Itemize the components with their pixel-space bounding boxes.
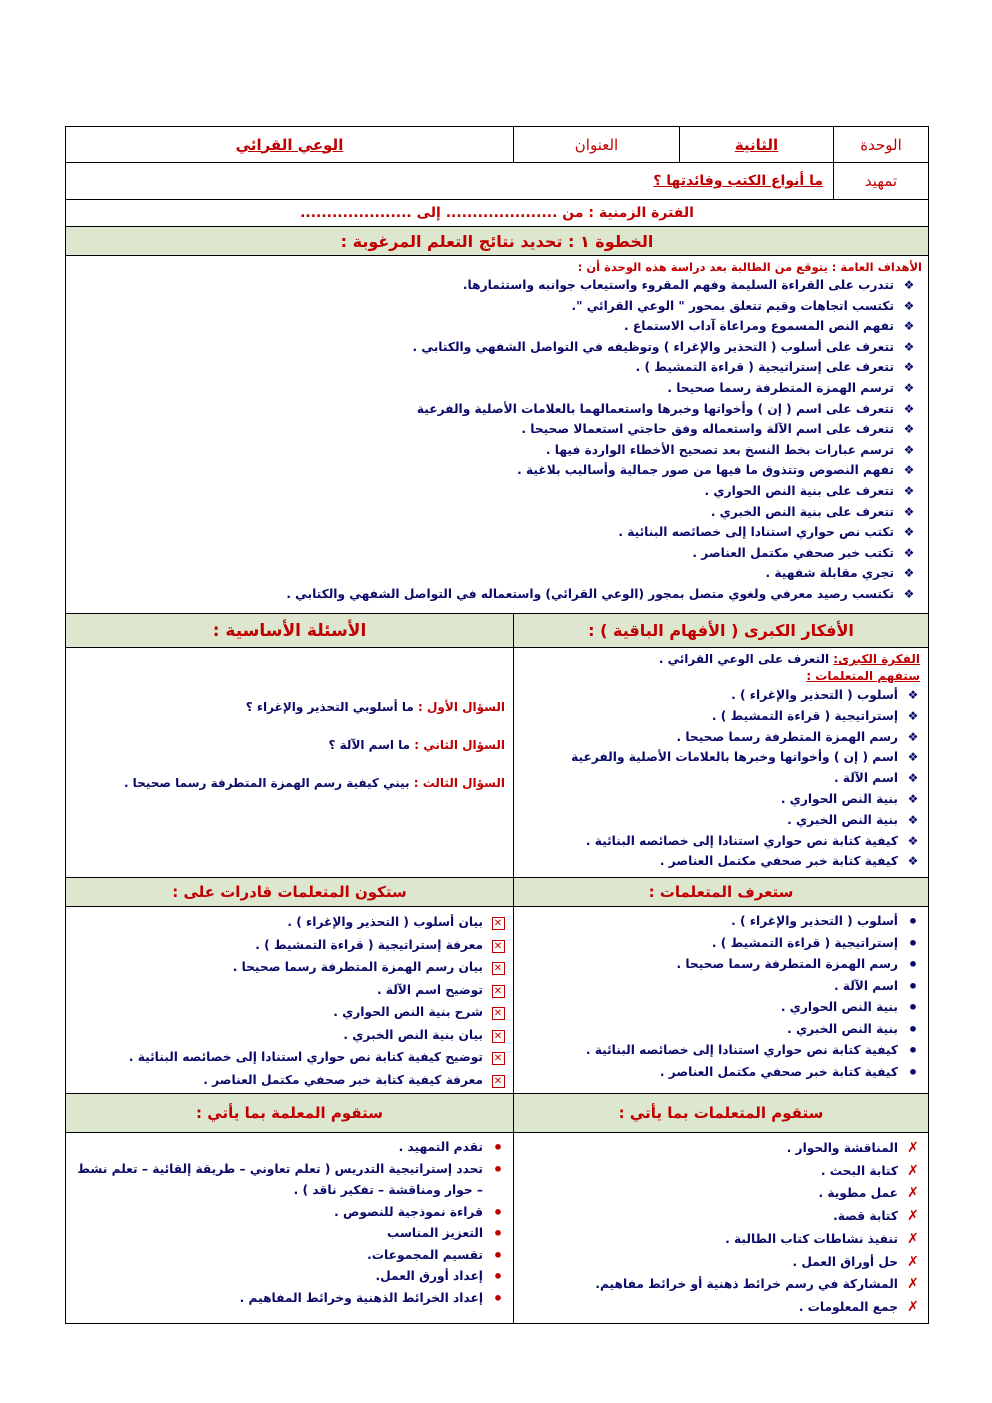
- able-item: [72, 956, 505, 979]
- students-do-cell: [513, 1133, 928, 1323]
- understand-item: [520, 706, 920, 727]
- goal-item: [72, 440, 916, 461]
- goal-item: [72, 522, 916, 543]
- know-item: [520, 933, 920, 955]
- teacher-do-cell: [66, 1133, 513, 1323]
- diamond-bullet-icon: ❖: [903, 380, 915, 395]
- list-item-text: تكتب خبر صحفي مكتمل العناصر .: [692, 545, 894, 560]
- diamond-bullet-icon: ❖: [907, 729, 919, 744]
- x-box-bullet-icon: ✕: [491, 979, 505, 1002]
- list-item-text: اسم الآلة .: [833, 978, 898, 993]
- teacher-do-heading: ستقوم المعلمة بما يأتي :: [196, 1104, 383, 1122]
- x-box-bullet-icon: ✕: [491, 1024, 505, 1047]
- diamond-bullet-icon: ❖: [903, 525, 915, 540]
- question-1: [72, 700, 505, 738]
- diamond-bullet-icon: ❖: [903, 401, 915, 416]
- title-value: الوعي القرائي: [235, 135, 344, 154]
- list-item-text: تتعرف على اسم الآلة واستعماله وفق حاجتي استعمالا صحيحا .: [521, 422, 894, 437]
- list-item-text: المشاركة في رسم خرائط ذهنية أو خرائط مفاهيم.: [595, 1277, 898, 1292]
- list-item-text: عمل مطوية .: [818, 1186, 898, 1201]
- diamond-bullet-icon: ❖: [907, 771, 919, 786]
- able-item: [72, 934, 505, 957]
- intro-row: [66, 163, 928, 200]
- list-item-text: تتعرف على بنية النص الحواري .: [704, 483, 894, 498]
- x-box-bullet-icon: ✕: [491, 956, 505, 979]
- able-item: [72, 1046, 505, 1069]
- able-item: [72, 1069, 505, 1092]
- list-item-text: كيفية كتابة خبر صحفي مكتمل العناصر .: [659, 854, 898, 869]
- list-item-text: بنية النص الحواري .: [780, 791, 898, 806]
- intro-question: ما أنواع الكتب وفائدتها ؟: [653, 173, 823, 189]
- list-item-text: تقدم التمهيد .: [398, 1140, 483, 1154]
- diamond-bullet-icon: ❖: [903, 504, 915, 519]
- goal-item: [72, 357, 916, 378]
- understand-item: [520, 810, 920, 831]
- loop-bullet-icon: ✗: [907, 1230, 919, 1247]
- able-item: [72, 1001, 505, 1024]
- understand-item: [520, 789, 920, 810]
- list-item-text: بنية النص الخبري .: [787, 1021, 898, 1036]
- q2-label: السؤال الثاني :: [414, 738, 505, 752]
- understand-label: ستفهم المتعلمات :: [806, 669, 920, 683]
- diamond-bullet-icon: ❖: [903, 319, 915, 334]
- know-item: [520, 911, 920, 933]
- goal-item: [72, 584, 916, 605]
- question-2: [72, 738, 505, 776]
- goal-item: [72, 378, 916, 399]
- students-do-heading: ستقوم المتعلمات بما يأتي :: [513, 1094, 928, 1132]
- dot-bullet-icon: •: [907, 933, 919, 953]
- dot-bullet-icon: •: [492, 1245, 504, 1265]
- students-do-item: [520, 1182, 920, 1205]
- x-box-bullet-icon: ✕: [491, 1069, 505, 1092]
- list-item-text: أسلوب ( التحذير والإغراء ) .: [731, 688, 898, 702]
- list-item-text: إعداد الخرائط الذهنية وخرائط المفاهيم .: [239, 1290, 483, 1305]
- understand-item: [520, 831, 920, 852]
- list-item-text: تكتسب رصيد معرفي ولغوي متصل بمجور (الوعي القرائي) واستعماله في التواصل الشفهي والكتابي .: [286, 586, 894, 601]
- q3-text: بيني كيفية رسم الهمزة المتطرفة رسما صحيحا .: [123, 776, 410, 790]
- questions-heading: الأسئلة الأساسية :: [212, 620, 367, 641]
- list-item-text: تتعرف على أسلوب ( التحذير والإغراء ) وتوظيفه في التواصل الشفهي والكتابي .: [412, 339, 894, 354]
- list-item-text: تكتب نص حواري استنادا إلى خصائصه البنائية .: [618, 525, 894, 540]
- goal-item: [72, 543, 916, 564]
- know-cell: [513, 907, 928, 1093]
- know-item: [520, 976, 920, 998]
- dot-bullet-icon: •: [907, 1019, 919, 1039]
- diamond-bullet-icon: ❖: [907, 750, 919, 765]
- list-item-text: تتعرف على بنية النص الخبري .: [710, 504, 894, 519]
- list-item-text: التعزيز المناسب: [387, 1226, 483, 1240]
- list-item-text: رسم الهمزة المتطرفة رسما صحيحا .: [676, 729, 898, 744]
- diamond-bullet-icon: ❖: [903, 298, 915, 313]
- loop-bullet-icon: ✗: [907, 1185, 919, 1202]
- big-idea-label: الفكرة الكبرى:: [833, 652, 920, 666]
- understand-item: [520, 727, 920, 748]
- loop-bullet-icon: ✗: [907, 1140, 919, 1156]
- students-do-item: [520, 1228, 920, 1251]
- able-item: [72, 911, 505, 934]
- understand-item: [520, 851, 920, 872]
- understand-item: [520, 768, 920, 789]
- intro-label: تمهيد: [833, 163, 928, 199]
- teacher-do-item: [72, 1245, 505, 1267]
- title-label: العنوان: [513, 127, 679, 162]
- diamond-bullet-icon: ❖: [907, 833, 919, 848]
- know-item: [520, 1019, 920, 1041]
- diamond-bullet-icon: ❖: [907, 708, 919, 723]
- diamond-bullet-icon: ❖: [903, 566, 915, 581]
- know-item: [520, 954, 920, 976]
- students-do-item: [520, 1160, 920, 1183]
- dot-bullet-icon: •: [492, 1267, 504, 1286]
- list-item-text: تكتسب اتجاهات وقيم تتعلق بمحور " الوعي القرائي ".: [571, 298, 894, 313]
- x-box-bullet-icon: ✕: [491, 1046, 505, 1069]
- students-do-item: [520, 1251, 920, 1274]
- q1-label: السؤال الأول :: [418, 700, 505, 714]
- list-item-text: توضيح كيفية كتابة نص حواري استنادا إلى خصائصه البنائية .: [128, 1050, 483, 1064]
- loop-bullet-icon: ✗: [907, 1208, 919, 1225]
- students-do-item: [520, 1273, 920, 1296]
- students-do-item: [520, 1137, 920, 1160]
- list-item-text: معرفة كيفية كتابة خبر صحفي مكتمل العناصر .: [203, 1072, 483, 1087]
- list-item-text: حل أوراق العمل .: [792, 1254, 898, 1269]
- goal-item: [72, 419, 916, 440]
- x-box-bullet-icon: ✕: [491, 934, 505, 957]
- dot-bullet-icon: •: [492, 1224, 504, 1243]
- teacher-do-item: [72, 1223, 505, 1245]
- loop-bullet-icon: ✗: [907, 1162, 919, 1179]
- teacher-do-item: [72, 1159, 505, 1202]
- diamond-bullet-icon: ❖: [903, 422, 915, 437]
- list-item-text: كتابة قصة.: [833, 1209, 898, 1224]
- dot-bullet-icon: •: [492, 1202, 504, 1222]
- unit-value: الثانية: [679, 127, 833, 162]
- goals-list: [72, 275, 922, 605]
- dot-bullet-icon: •: [907, 912, 919, 931]
- list-item-text: تتعرف على إستراتيجية ( قراءة التمشيط ) .: [635, 360, 894, 375]
- list-item-text: كيفية كتابة نص حواري استنادا إلى خصائصه البنائية .: [585, 833, 898, 848]
- know-item: [520, 1040, 920, 1062]
- diamond-bullet-icon: ❖: [903, 483, 915, 498]
- list-item-text: تفهم النص المسموع ومراعاة آداب الاستماع .: [624, 319, 894, 334]
- step1-row: [66, 227, 928, 256]
- dot-bullet-icon: •: [907, 1041, 919, 1060]
- do-heading-row: [66, 1094, 928, 1133]
- goal-item: [72, 502, 916, 523]
- list-item-text: كيفية كتابة خبر صحفي مكتمل العناصر .: [659, 1064, 898, 1079]
- list-item-text: رسم الهمزة المتطرفة رسما صحيحا .: [676, 957, 898, 971]
- diamond-bullet-icon: ❖: [903, 586, 915, 601]
- goal-item: [72, 563, 916, 584]
- know-list: [520, 911, 920, 1083]
- understand-item: [520, 685, 920, 706]
- list-item-text: إستراتيجية ( قراءة التمشيط ) .: [711, 708, 898, 723]
- q2-text: ما اسم الآلة ؟: [328, 738, 411, 752]
- unit-label: الوحدة: [833, 127, 928, 162]
- students-do-list: [520, 1137, 920, 1319]
- list-item-text: شرح بنية النص الحواري .: [333, 1005, 483, 1019]
- know-able-row: [66, 907, 928, 1094]
- dot-bullet-icon: •: [907, 998, 919, 1017]
- able-item: [72, 1024, 505, 1047]
- x-box-bullet-icon: ✕: [491, 1001, 505, 1024]
- students-do-item: [520, 1296, 920, 1319]
- period-text: الفترة الزمنية : من ..................... إلى .....................: [300, 205, 694, 221]
- diamond-bullet-icon: ❖: [907, 812, 919, 827]
- list-item-text: بيان بنية النص الخبري .: [343, 1027, 483, 1042]
- list-item-text: ترسم عبارات بخط النسخ بعد تصحيح الأخطاء الواردة فيها .: [545, 442, 894, 457]
- know-heading: ستعرف المتعلمات :: [513, 878, 928, 906]
- list-item-text: إعداد أورق العمل.: [375, 1269, 483, 1283]
- teacher-do-item: [72, 1288, 505, 1310]
- list-item-text: قراءة نموذجية للنصوص .: [334, 1204, 483, 1219]
- list-item-text: اسم ( إن ) وأخواتها وخبرها بالعلامات الأصلية والفرعية: [571, 750, 898, 765]
- list-item-text: تتعرف على اسم ( إن ) وأخواتها وخبرها واستعمالهما بالعلامات الأصلية والفرعية: [416, 401, 894, 416]
- list-item-text: تفهم النصوص وتتذوق ما فيها من صور جمالية وأساليب بلاغية .: [517, 463, 894, 478]
- ideas-questions-row: [66, 648, 928, 878]
- list-item-text: بيان أسلوب ( التحذير والإغراء ) .: [287, 915, 483, 929]
- list-item-text: أسلوب ( التحذير والإغراء ) .: [731, 914, 898, 928]
- list-item-text: تنفيذ نشاطات كتاب الطالبة .: [725, 1231, 898, 1246]
- question-3: [72, 776, 505, 790]
- know-item: [520, 997, 920, 1019]
- list-item-text: بيان رسم الهمزة المتطرفة رسما صحيحا .: [232, 960, 483, 974]
- list-item-text: جمع المعلومات .: [798, 1299, 898, 1314]
- ideas-questions-heading-row: [66, 614, 928, 648]
- list-item-text: اسم الآلة .: [833, 771, 898, 786]
- list-item-text: كتابة البحث .: [820, 1163, 898, 1178]
- know-item: [520, 1062, 920, 1084]
- understand-item: [520, 747, 920, 768]
- goals-row: [66, 256, 928, 614]
- dot-bullet-icon: •: [907, 955, 919, 974]
- list-item-text: كيفية كتابة نص حواري استنادا إلى خصائصه البنائية .: [585, 1043, 898, 1057]
- able-cell: [66, 907, 513, 1093]
- q1-text: ما أسلوبي التحذير والإغراء ؟: [245, 700, 414, 714]
- dot-bullet-icon: •: [907, 1062, 919, 1082]
- goal-item: [72, 399, 916, 420]
- goal-item: [72, 460, 916, 481]
- period-row: [66, 200, 928, 227]
- x-box-bullet-icon: ✕: [491, 911, 505, 934]
- list-item-text: معرفة إستراتيجية ( قراءة التمشيط ) .: [255, 937, 483, 952]
- step1-heading: الخطوة ١ : تحديد نتائج التعلم المرغوبة :: [340, 231, 654, 251]
- teacher-do-item: [72, 1137, 505, 1159]
- know-able-heading-row: [66, 878, 928, 907]
- diamond-bullet-icon: ❖: [903, 278, 915, 292]
- diamond-bullet-icon: ❖: [903, 360, 915, 375]
- diamond-bullet-icon: ❖: [903, 463, 915, 478]
- loop-bullet-icon: ✗: [907, 1276, 919, 1293]
- list-item-text: توضيح اسم الآلة .: [376, 982, 483, 997]
- list-item-text: تجري مقابلة شفهية .: [765, 566, 894, 581]
- able-item: [72, 979, 505, 1002]
- general-goals-label: الأهداف العامة : يتوقع من الطالبة بعد دراسة هذه الوحدة أن :: [577, 260, 922, 274]
- list-item-text: المناقشة والحوار .: [786, 1141, 898, 1155]
- goal-item: [72, 481, 916, 502]
- dot-bullet-icon: •: [492, 1288, 504, 1308]
- questions-cell: [66, 648, 513, 877]
- header-row: [66, 127, 928, 163]
- big-ideas-heading: الأفكار الكبرى ( الأفهام الباقية ) :: [513, 614, 928, 647]
- able-heading: ستكون المتعلمات قادرات على :: [172, 883, 407, 901]
- students-do-item: [520, 1205, 920, 1228]
- list-item-text: بنية النص الخبري .: [787, 812, 898, 827]
- loop-bullet-icon: ✗: [907, 1253, 919, 1270]
- lesson-plan-table: [65, 126, 929, 1324]
- goals-cell: [66, 256, 928, 613]
- dot-bullet-icon: •: [907, 976, 919, 996]
- list-item-text: تتدرب على القراءة السليمة وفهم المقروء واستيعاب جوانبه واستثمارها.: [462, 278, 894, 292]
- diamond-bullet-icon: ❖: [907, 854, 919, 869]
- list-item-text: تحدد إستراتيجية التدريس ( تعلم تعاوني – طريقة إلقائية – تعلم نشط – حوار ومناقشة – تفكير ناقد ) .: [77, 1161, 483, 1197]
- loop-bullet-icon: ✗: [907, 1298, 919, 1315]
- goal-item: [72, 275, 916, 296]
- goal-item: [72, 337, 916, 358]
- diamond-bullet-icon: ❖: [903, 545, 915, 560]
- dot-bullet-icon: •: [492, 1138, 504, 1157]
- teacher-do-list: [72, 1137, 505, 1309]
- diamond-bullet-icon: ❖: [903, 442, 915, 457]
- able-list: [72, 911, 505, 1091]
- do-row: [66, 1133, 928, 1323]
- big-idea-text: التعرف على الوعي القرائي .: [658, 652, 830, 666]
- understand-list: [520, 685, 920, 872]
- goal-item: [72, 316, 916, 337]
- teacher-do-item: [72, 1202, 505, 1224]
- dot-bullet-icon: •: [492, 1159, 504, 1179]
- list-item-text: بنية النص الحواري .: [780, 1000, 898, 1014]
- goal-item: [72, 296, 916, 317]
- list-item-text: تقسيم المجموعات.: [367, 1247, 483, 1262]
- diamond-bullet-icon: ❖: [907, 791, 919, 806]
- diamond-bullet-icon: ❖: [903, 339, 915, 354]
- list-item-text: ترسم الهمزة المتطرفة رسما صحيحا .: [667, 380, 894, 395]
- big-ideas-cell: [513, 648, 928, 877]
- diamond-bullet-icon: ❖: [907, 688, 919, 702]
- teacher-do-item: [72, 1266, 505, 1288]
- q3-label: السؤال الثالث :: [413, 776, 505, 790]
- list-item-text: إستراتيجية ( قراءة التمشيط ) .: [711, 935, 898, 950]
